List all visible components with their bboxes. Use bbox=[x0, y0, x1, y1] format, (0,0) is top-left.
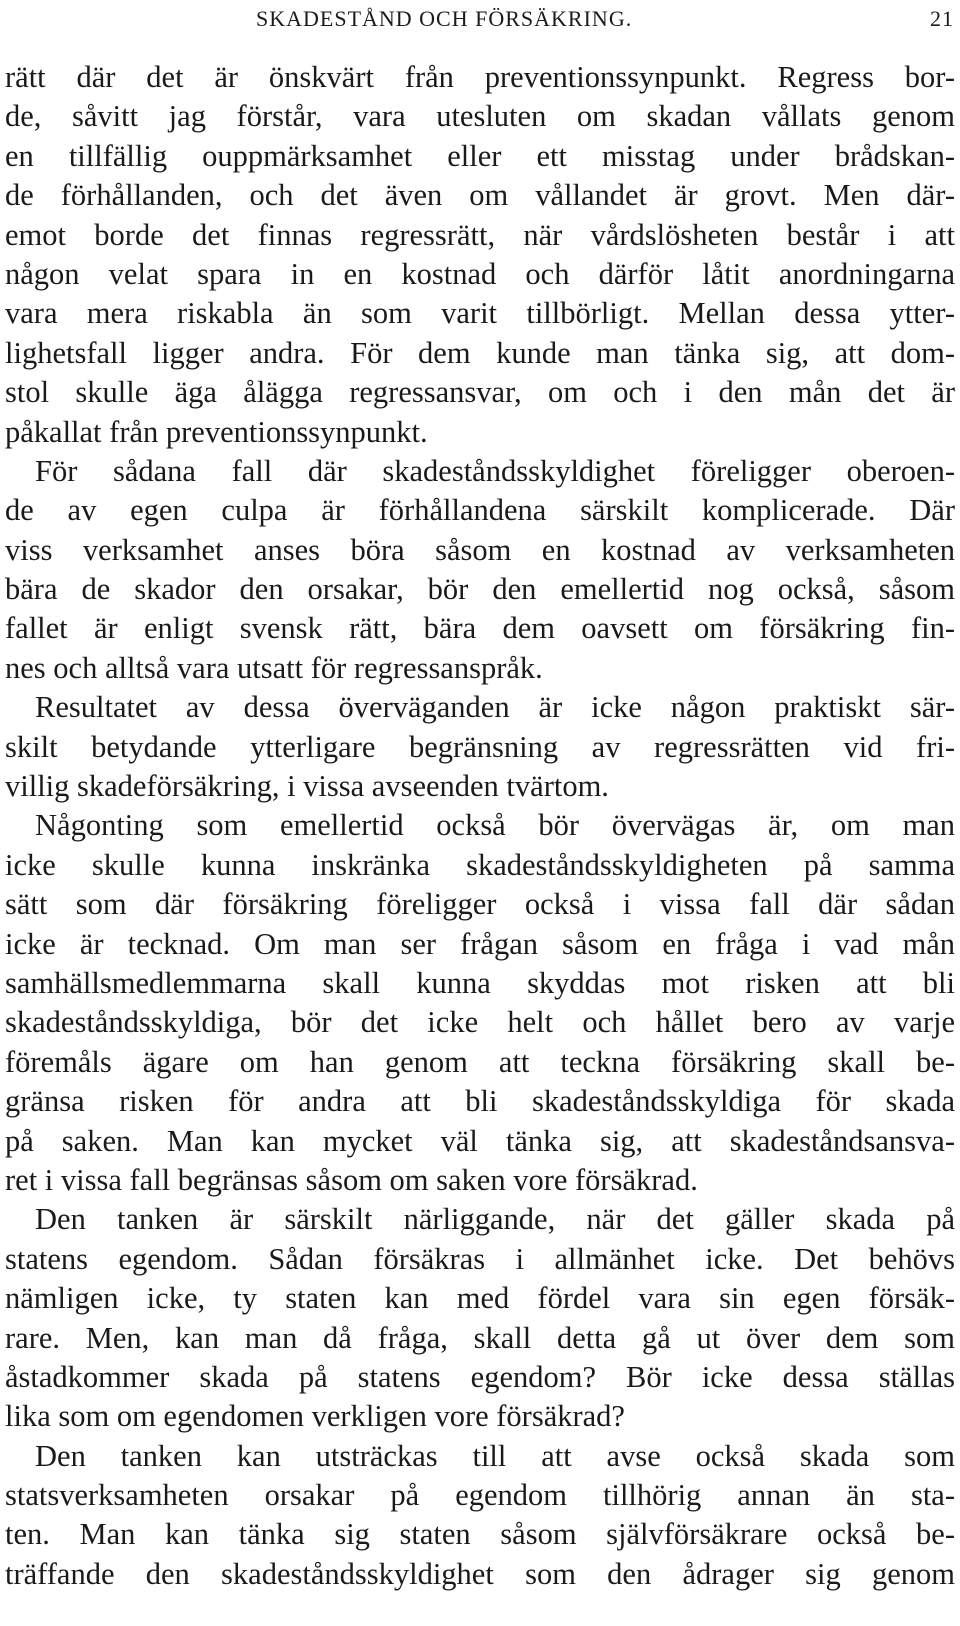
text-line: rare. Men, kan man då fråga, skall detta gå ut över dem som bbox=[5, 1320, 955, 1355]
text-line: nes och alltså vara utsatt för regressanspråk. bbox=[5, 650, 543, 685]
text-line: skilt betydande ytterligare begränsning av regressrätten vid fri- bbox=[5, 729, 955, 764]
text-line: Den tanken kan utsträckas till att avse också skada som bbox=[35, 1438, 955, 1473]
text-line: bära de skador den orsakar, bör den emellertid nog också, såsom bbox=[5, 572, 955, 607]
running-title: SKADESTÅND OCH FÖRSÄKRING. bbox=[256, 6, 633, 31]
text-line: på saken. Man kan mycket väl tänka sig, att skadeståndsansva- bbox=[5, 1123, 955, 1158]
text-line: träffande den skadeståndsskyldighet som den ådrager sig genom bbox=[5, 1556, 955, 1591]
text-line: För sådana fall där skadeståndsskyldighet föreligger oberoen- bbox=[35, 453, 955, 488]
text-line: lika som om egendomen verkligen vore försäkrad? bbox=[5, 1399, 625, 1434]
text-line: ret i vissa fall begränsas såsom om saken vore försäkrad. bbox=[5, 1162, 698, 1197]
text-line: åstadkommer skada på statens egendom? Bör icke dessa ställas bbox=[5, 1359, 955, 1394]
text-line: påkallat från preventionssynpunkt. bbox=[5, 414, 428, 449]
text-line: emot borde det finnas regressrätt, när vårdslösheten består i att bbox=[5, 217, 955, 252]
running-head bbox=[0, 6, 960, 36]
text-line: rätt där det är önskvärt från preventionssynpunkt. Regress bor- bbox=[5, 60, 955, 94]
text-line: gränsa risken för andra att bli skadeståndsskyldiga för skada bbox=[5, 1084, 955, 1119]
text-line: statens egendom. Sådan försäkras i allmänhet icke. Det behövs bbox=[5, 1241, 955, 1276]
text-line: nämligen icke, ty staten kan med fördel vara sin egen försäk- bbox=[5, 1281, 955, 1316]
text-line: Resultatet av dessa överväganden är icke någon praktiskt sär- bbox=[35, 690, 955, 725]
text-line: lighetsfall ligger andra. För dem kunde man tänka sig, att dom- bbox=[5, 335, 955, 370]
text-line: de förhållanden, och det även om vållandet är grovt. Men där- bbox=[5, 178, 955, 213]
body-text bbox=[5, 58, 955, 1594]
page-number: 21 bbox=[930, 6, 954, 31]
text-line: sätt som där försäkring föreligger också i vissa fall där sådan bbox=[5, 887, 955, 922]
text-line: stol skulle äga ålägga regressansvar, om och i den mån det är bbox=[5, 375, 955, 410]
text-line: de, såvitt jag förstår, vara utesluten om skadan vållats genom bbox=[5, 99, 955, 134]
text-line: vara mera riskabla än som varit tillbörligt. Mellan dessa ytter- bbox=[5, 296, 955, 331]
text-line: viss verksamhet anses böra såsom en kostnad av verksamheten bbox=[5, 532, 955, 567]
text-line: villig skadeförsäkring, i vissa avseenden tvärtom. bbox=[5, 769, 609, 804]
text-line: de av egen culpa är förhållandena särskilt komplicerade. Där bbox=[5, 493, 955, 528]
text-line: ten. Man kan tänka sig staten såsom självförsäkrare också be- bbox=[5, 1517, 955, 1552]
text-line: Någonting som emellertid också bör övervägas är, om man bbox=[35, 808, 955, 843]
text-line: icke är tecknad. Om man ser frågan såsom en fråga i vad mån bbox=[5, 926, 955, 961]
text-line: föremåls ägare om han genom att teckna försäkring skall be- bbox=[5, 1044, 955, 1079]
text-line: skadeståndsskyldiga, bör det icke helt och hållet bero av varje bbox=[5, 1005, 955, 1040]
text-line: någon velat spara in en kostnad och därför låtit anordningarna bbox=[5, 256, 955, 291]
text-line: en tillfällig ouppmärksamhet eller ett misstag under brådskan- bbox=[5, 138, 955, 173]
text-line: statsverksamheten orsakar på egendom tillhörig annan än sta- bbox=[5, 1478, 955, 1513]
text-line: fallet är enligt svensk rätt, bära dem oavsett om försäkring fin- bbox=[5, 611, 955, 646]
text-line: samhällsmedlemmarna skall kunna skyddas mot risken att bli bbox=[5, 965, 955, 1000]
text-line: Den tanken är särskilt närliggande, när det gäller skada på bbox=[35, 1202, 955, 1237]
text-line: icke skulle kunna inskränka skadeståndsskyldigheten på samma bbox=[5, 847, 955, 882]
